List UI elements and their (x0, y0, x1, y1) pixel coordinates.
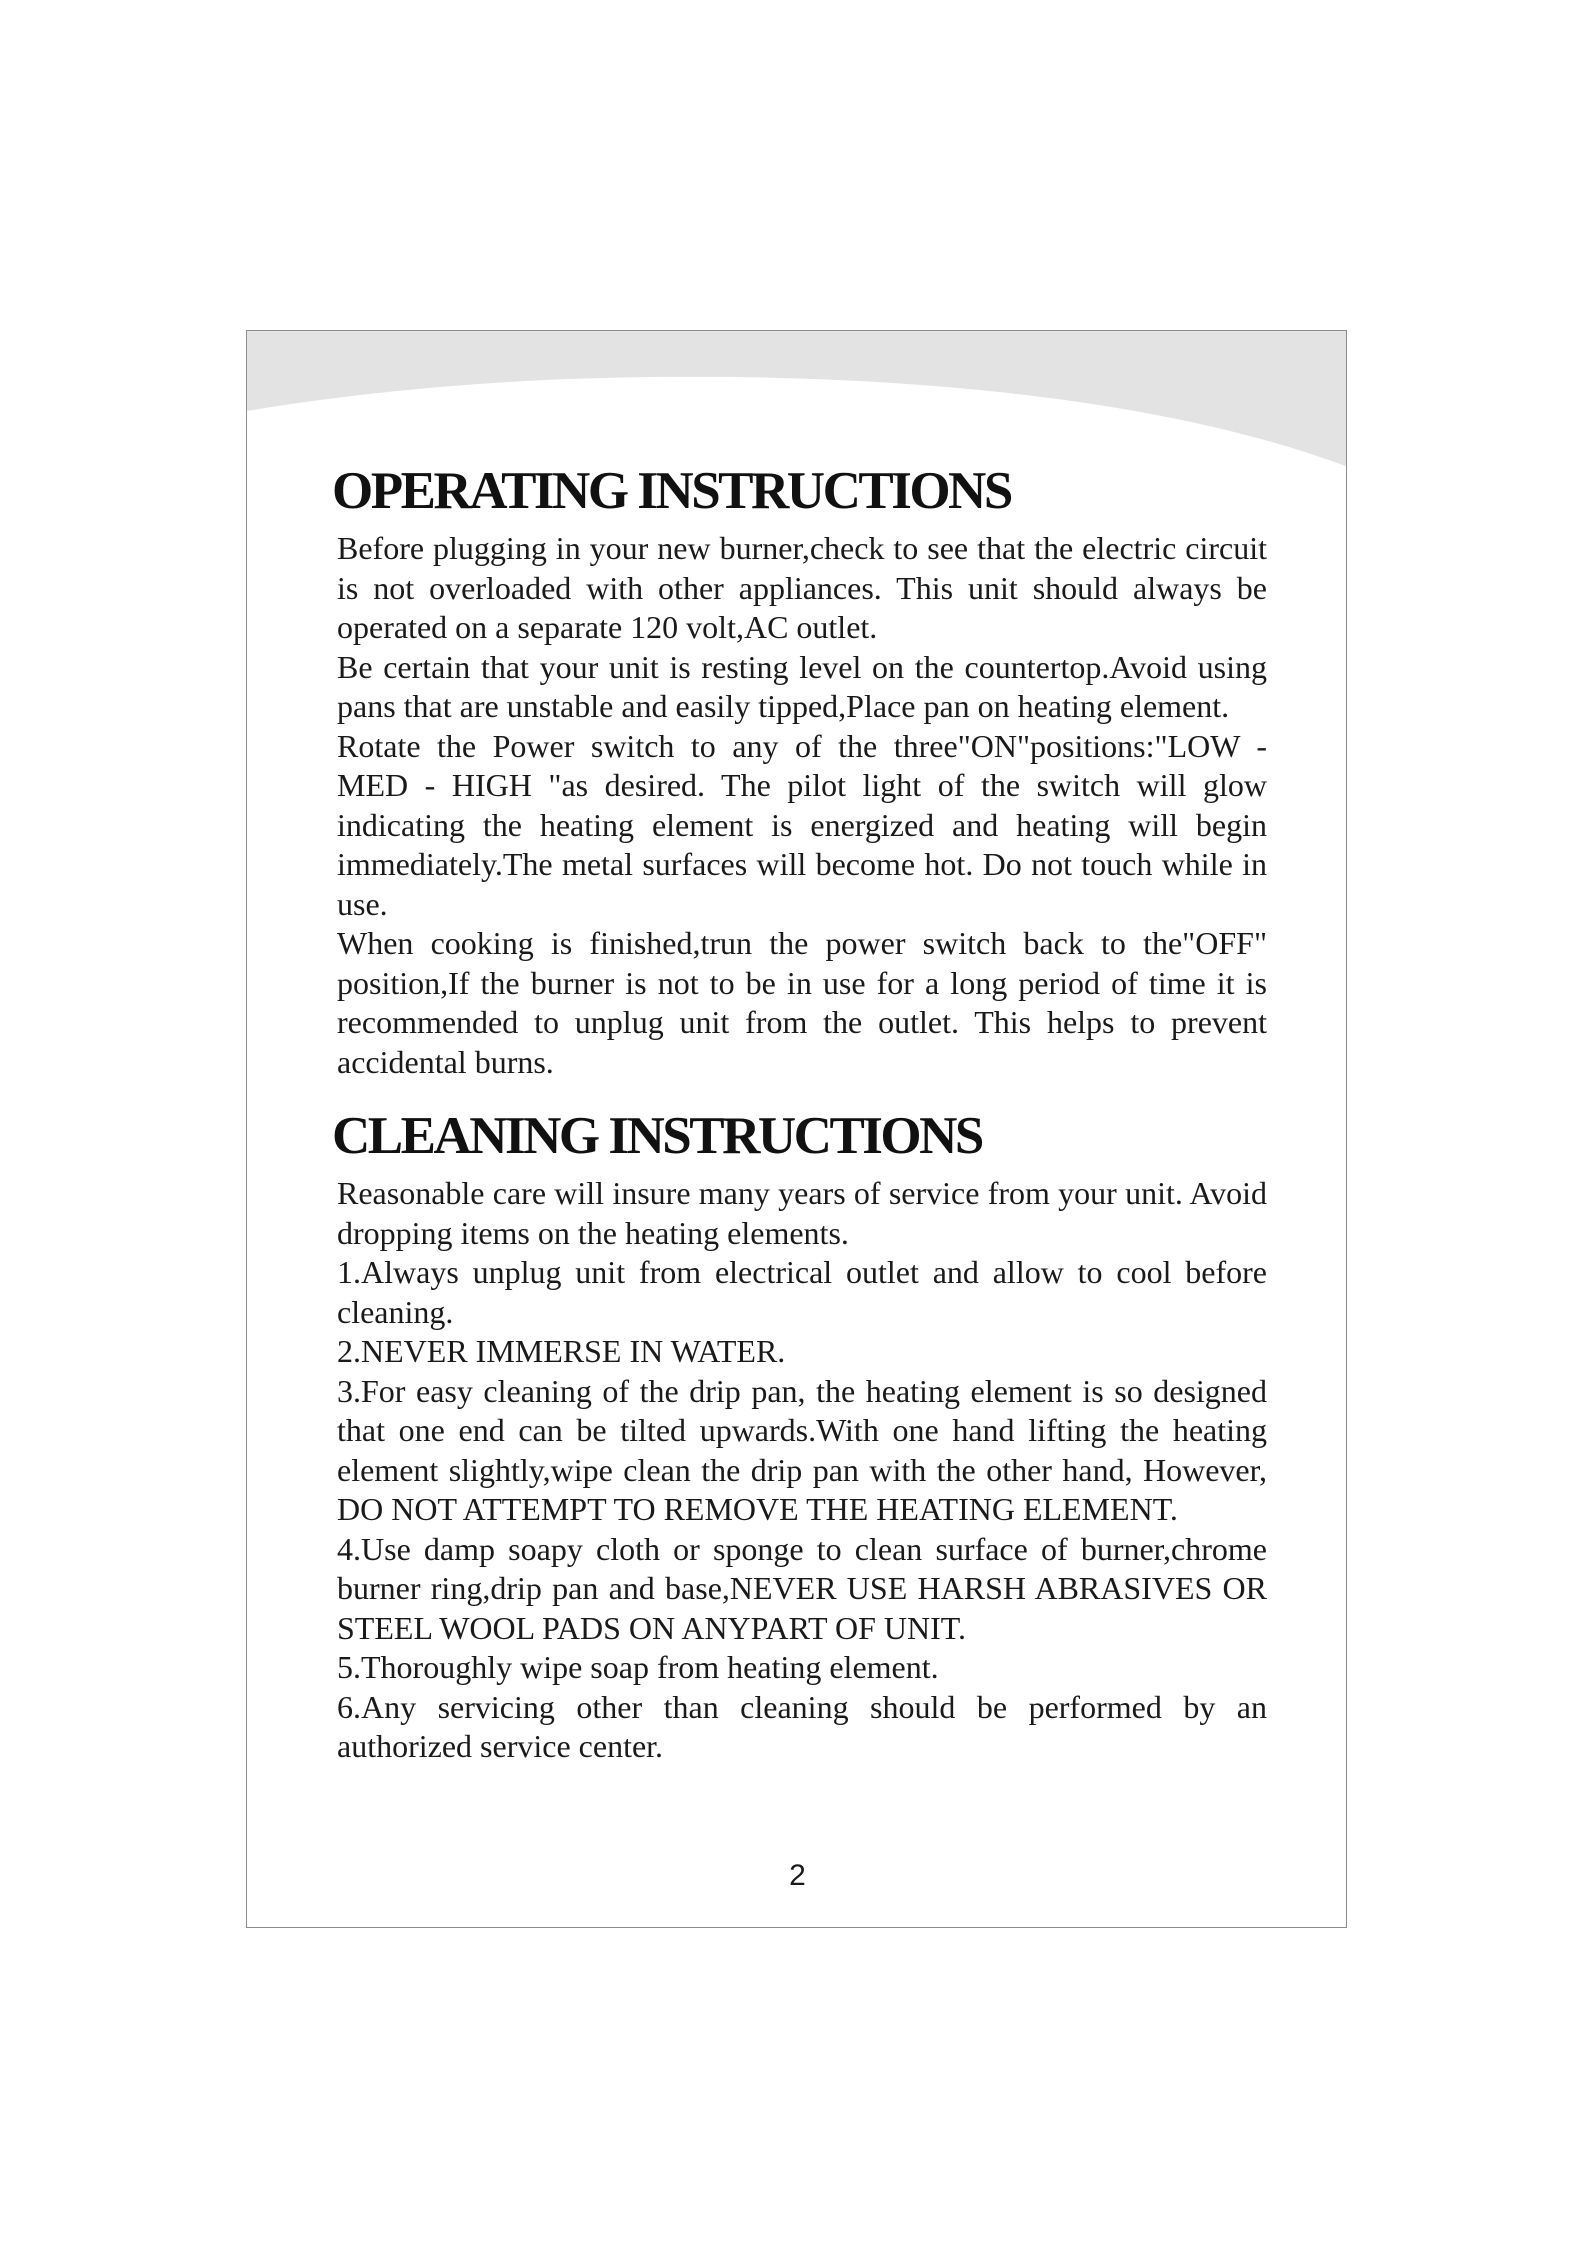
operating-paragraph-3: Rotate the Power switch to any of the three"ON"positions:"LOW - MED - HIGH "as desired. The pilot light of the switch will glow indicating the heating element is energized and heating will begin immediately.The metal surfaces will become hot. Do not touch while in use. (337, 727, 1267, 922)
operating-instructions-heading: OPERATING INSTRUCTIONS (332, 462, 1011, 520)
cleaning-step-3: 3.For easy cleaning of the drip pan, the heating element is so designed that one end can be tilted upwards.With one hand lifting the heating element slightly,wipe clean the drip pan with the other hand, However, DO NOT ATTEMPT TO REMOVE THE HEATING ELEMENT. (337, 1372, 1267, 1527)
operating-paragraph-2: Be certain that your unit is resting level on the countertop.Avoid using pans that are unstable and easily tipped,Place pan on heating element. (337, 648, 1267, 724)
operating-paragraph-1: Before plugging in your new burner,check to see that the electric circuit is not overloaded with other appliances. This unit should always be operated on a separate 120 volt,AC outlet. (337, 530, 1267, 645)
cleaning-step-5: 5.Thoroughly wipe soap from heating element. (337, 1649, 939, 1685)
cleaning-step-4: 4.Use damp soapy cloth or sponge to clean surface of burner,chrome burner ring,drip pan and base,NEVER USE HARSH ABRASIVES OR STEEL WOOL PADS ON ANYPART OF UNIT. (337, 1530, 1267, 1646)
cleaning-instructions-heading: CLEANING INSTRUCTIONS (332, 1107, 982, 1165)
cleaning-step-2: 2.NEVER IMMERSE IN WATER. (337, 1333, 786, 1369)
cleaning-paragraph-intro: Reasonable care will insure many years of service from your unit. Avoid dropping items on the heating elements. (337, 1175, 1267, 1251)
operating-paragraph-4: When cooking is finished,trun the power switch back to the"OFF" position,If the burner is not to be in use for a long period of time it is recommended to unplug unit from the outlet. This helps to prevent accidental burns. (337, 925, 1267, 1080)
cleaning-step-6: 6.Any servicing other than cleaning should be performed by an authorized service center. (337, 1688, 1267, 1764)
manual-page (246, 330, 1347, 1928)
page-number: 2 (789, 1859, 806, 1892)
header-swoosh-decoration (247, 331, 1347, 471)
page-content (332, 461, 1267, 1767)
cleaning-step-1: 1.Always unplug unit from electrical outlet and allow to cool before cleaning. (337, 1254, 1267, 1330)
